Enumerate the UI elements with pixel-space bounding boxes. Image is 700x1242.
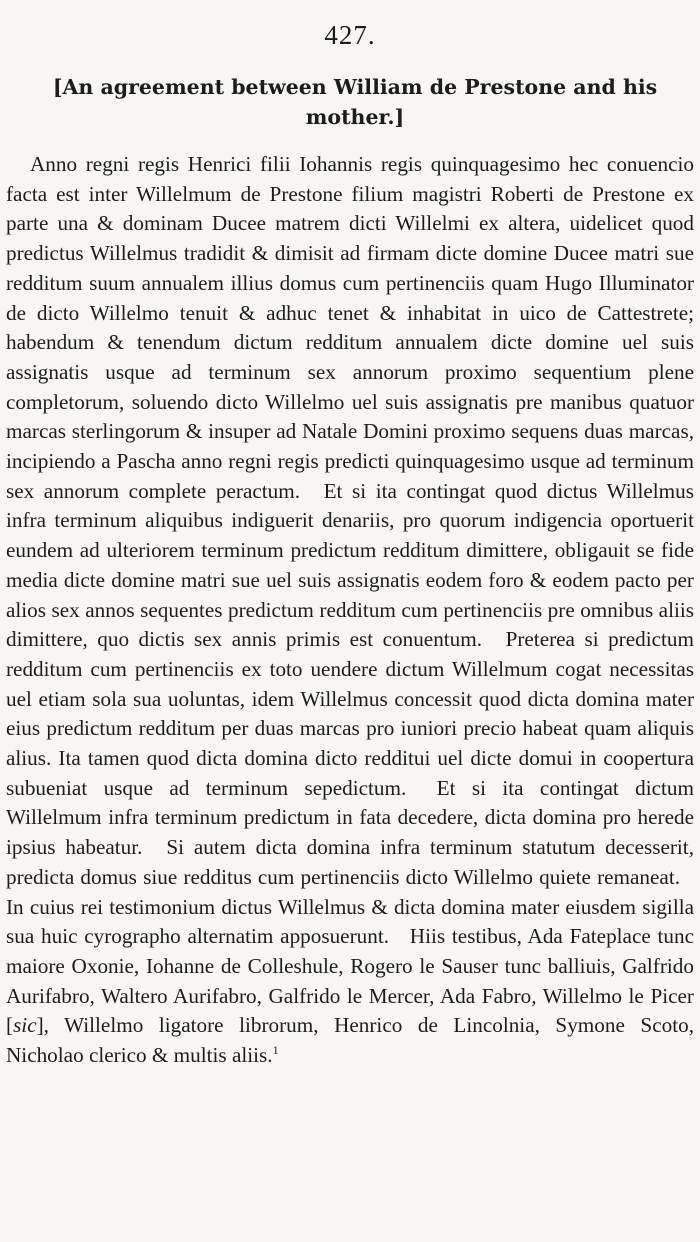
body-paragraph: Anno regni regis Henrici filii Iohannis regis quinquagesimo hec conuencio facta est inter Willelmum de Prestone filium magistri Roberti de Prestone ex parte una & dominam Ducee matrem dicti Willelmi ex altera, uidelicet quod predictus Willelmus tradidit & dimisit ad firmam dicte domine Ducee matri sue redditum suum annualem illius domus cum pertinenciis quam Hugo Illuminator de dicto Willelmo tenuit & adhuc tenet & inhabitat in uico de Cattestrete; habendum & tenendum dictum redditum annualem dicte domine uel suis assignatis usque ad terminum sex annorum proximo sequentium plene completorum, soluendo dicto Willelmo uel suis assignatis pre manibus quatuor marcas sterlingorum & insuper ad Natale Domini proximo sequens duas marcas, incipiendo a Pascha anno regni regis predicti quinquagesimo usque ad terminum sex annorum complete peractum. Et si ita contingat quod dictus Willelmus infra terminum aliquibus indiguerit denariis, pro quorum indigencia oportuerit eundem ad ulteriorem terminum predictum redditum dimittere, obligauit se fide media dicte domine matri sue uel suis assignatis eodem foro & eodem pacto per alios sex annos sequentes predictum redditum cum pertinenciis pre omnibus aliis dimittere, quo dictis sex annis primis est conuentum. Preterea si predictum redditum cum pertinenciis ex toto uendere dictum Willelmum cogat necessitas uel etiam sola sua uoluntas, idem Willelmus concessit quod dicta domina mater eius predictum redditum per duas marcas pro iuniori precio habeat quam aliquis alius. Ita tamen quod dicta domina dicto redditui uel dicte domui in coopertura subueniat usque ad terminum sepedictum. Et si ita contingat dictum Willelmum infra terminum predictum in fata decedere, dicta domina pro herede ipsius habeatur. Si autem dicta domina infra terminum statutum decesserit, predicta domus siue redditus cum pertinenciis dicto Willelmo quiete remaneat. In cuius rei testimonium dictus Willelmus & dicta domina mater eiusdem sigilla sua huic cyrographo alternatim apposuerunt. Hiis testibus, Ada Fateplace tunc maiore Oxonie, Iohanne de Colleshule, Rogero le Sauser tunc balliuis, Galfrido Aurifabro, Waltero Aurifabro, Galfrido le Mercer, Ada Fabro, Willelmo le Picer [sic], Willelmo ligatore librorum, Henrico de Lincolnia, Symone Scoto, Nicholao clerico & multis aliis.$^1$ xyxy=(6,152,695,1068)
footnote-marker[interactable]: 1 xyxy=(272,1043,279,1058)
text-segment-1: Anno regni regis Henrici filii Iohannis regis quinquagesimo hec conuencio facta est inter Willelmum de Prestone filium magistri Roberti de Prestone ex parte una & dominam Ducee matrem dicti Willelmi ex altera, uidelicet quod predictus Willelmus tradidit & dimisit ad firmam dicte domine Ducee matri sue redditum suum annualem illius domus cum pertinenciis quam Hugo Illuminator de dicto Willelmo tenuit & adhuc tenet & inhabitat in uico de Cattestrete; habendum & tenendum dictum redditum annualem dicte domine uel suis assignatis usque ad terminum sex annorum proximo sequentium plene completorum, soluendo dicto Willelmo uel suis assignatis pre manibus quatuor marcas sterlingorum & insuper ad Natale Domini proximo sequens duas marcas, incipiendo a Pascha anno regni regis predicti quinquagesimo usque ad terminum sex annorum complete peractum. xyxy=(6,152,694,503)
page-number: 427. xyxy=(324,20,376,50)
text-segment-5: Si autem dicta domina infra terminum statutum decesserit, predicta domus siue redditus cum pertinenciis dicto Willelmo quiete remaneat. xyxy=(6,835,694,889)
document-heading: [An agreement between William de Prestone and his mother.] xyxy=(52,75,658,129)
text-segment-4: Et si ita contingat dictum Willelmum infra terminum predictum in fata decedere, dicta domina pro herede ipsius habeatur. xyxy=(6,775,694,860)
text-segment-2: Et si ita contingat quod dictus Willelmus infra terminum aliquibus indiguerit denariis, pro quorum indigencia oportuerit eundem ad ulteriorem terminum predictum redditum dimittere, obligauit se fide media dicte domine matri sue uel suis assignatis eodem foro & eodem pacto per alios sex annos sequentes predictum redditum cum pertinenciis pre omnibus aliis dimittere, quo dictis sex annis primis est conuentum. xyxy=(6,478,694,652)
sic-annotation: sic xyxy=(13,1013,37,1038)
text-segment-8: Willelmo ligatore librorum, Henrico de Lincolnia, Symone Scoto, Nicholao clerico & multis aliis. xyxy=(6,1013,694,1068)
text-segment-7: Hiis testibus, Ada Fateplace tunc maiore Oxonie, Iohanne de Colleshule, Rogero le Sauser tunc balliuis, Galfrido Aurifabro, Waltero Aurifabro, Galfrido le Mercer, Ada Fabro, Willelmo le Picer xyxy=(6,924,695,1008)
text-segment-6: In cuius rei testimonium dictus Willelmus & dicta domina mater eiusdem sigilla sua huic cyrographo alternatim apposuerunt. xyxy=(6,894,694,949)
text-segment-3: Preterea si predictum redditum cum pertinenciis ex toto uendere dictum Willelmum cogat necessitas uel etiam sola sua uoluntas, idem Willelmus concessit quod dicta domina mater eius predictum redditum per duas marcas pro iuniori precio habeat quam aliquis alius. Ita tamen quod dicta domina dicto redditui uel dicte domui in coopertura subueniat usque ad terminum sepedictum. xyxy=(6,627,694,800)
